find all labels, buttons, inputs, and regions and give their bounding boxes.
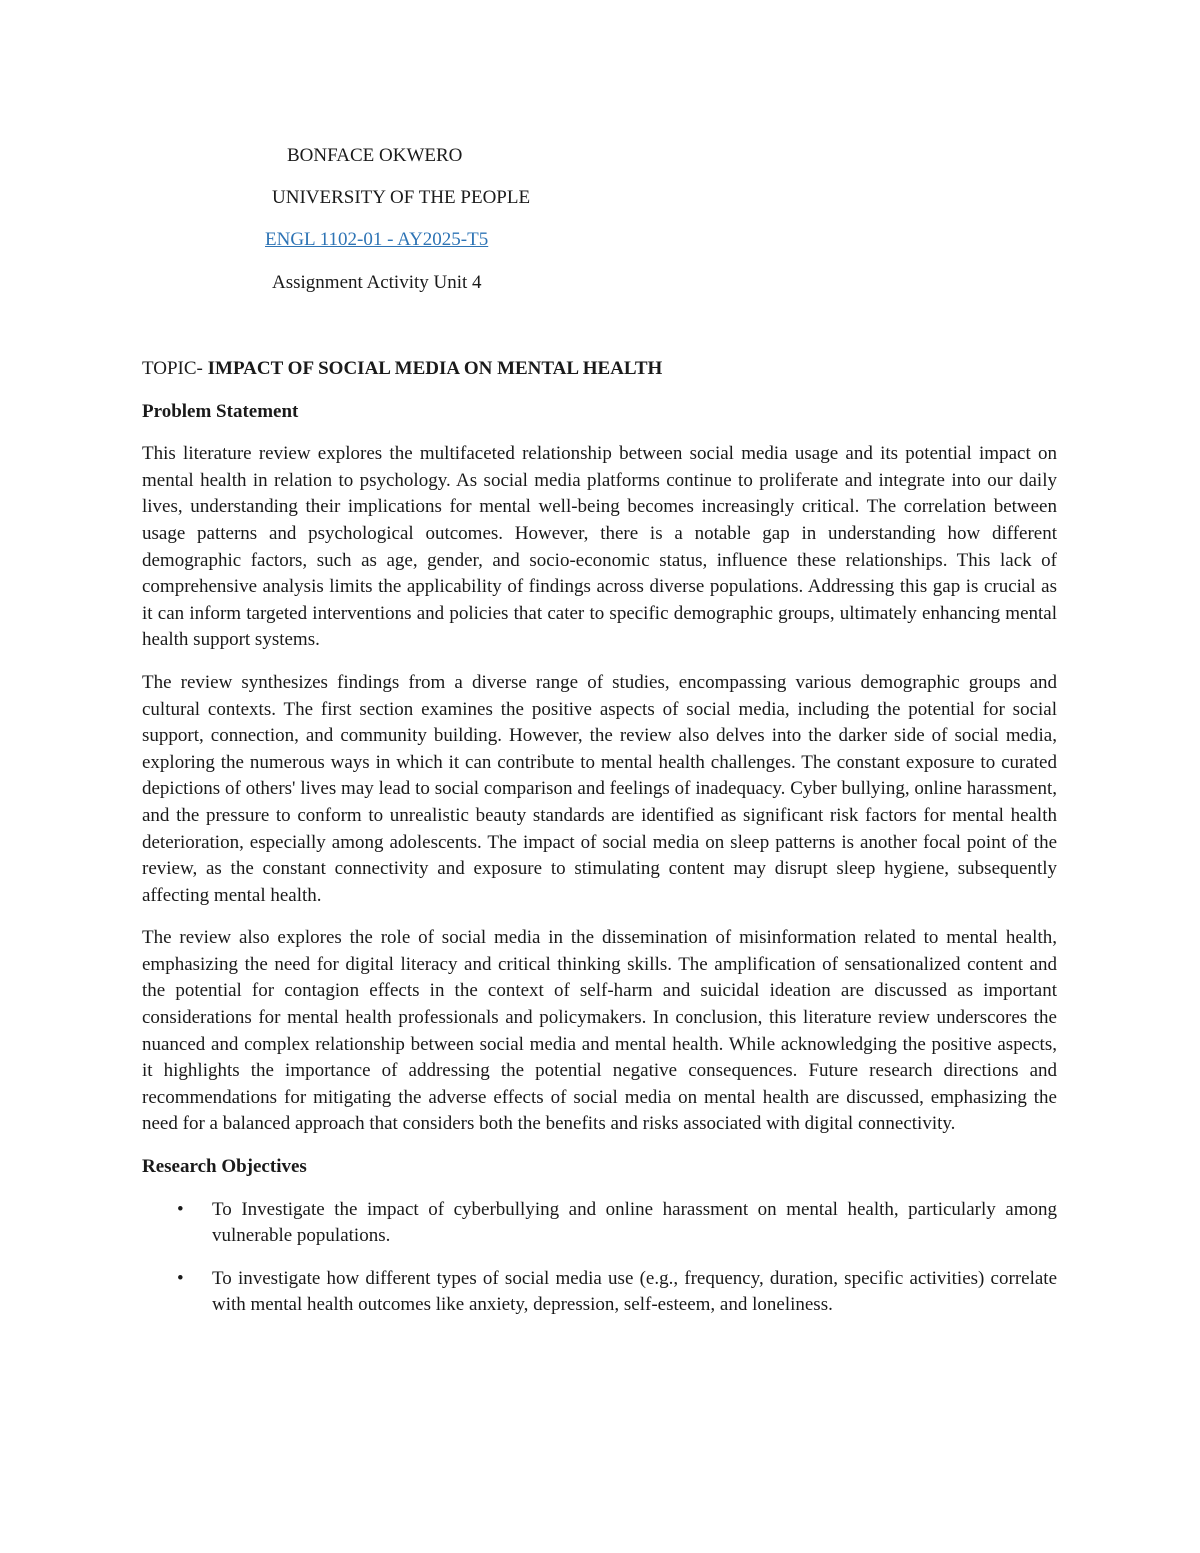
topic-title: IMPACT OF SOCIAL MEDIA ON MENTAL HEALTH — [207, 358, 663, 379]
document-body — [142, 356, 1057, 1335]
objectives-list — [142, 1197, 1057, 1319]
objective-text: To Investigate the impact of cyberbullying and online harassment on mental health, particularly among vulnerable populations. — [212, 1198, 1057, 1247]
paragraph-2: The review synthesizes findings from a diverse range of studies, encompassing various demographic groups and cultural contexts. The first section examines the positive aspects of social media, including the potential for social support, connection, and community building. However, the review also delves into the darker side of social media, exploring the numerous ways in which it can contribute to mental health challenges. The constant exposure to curated depictions of others' lives may lead to social comparison and feelings of inadequacy. Cyber bullying, online harassment, and the pressure to conform to unrealistic beauty standards are identified as significant risk factors for mental health deterioration, especially among adolescents. The impact of social media on sleep patterns is another focal point of the review, as the constant connectivity and exposure to stimulating content may disrupt sleep hygiene, subsequently affecting mental health. — [142, 671, 1057, 906]
problem-statement-heading: Problem Statement — [142, 400, 299, 422]
university-name: UNIVERSITY OF THE PEOPLE — [272, 187, 531, 208]
objective-text: To investigate how different types of social media use (e.g., frequency, duration, specific activities) correlate with mental health outcomes like anxiety, depression, self-esteem, and loneliness. — [212, 1267, 1057, 1316]
paragraph-3: The review also explores the role of social media in the dissemination of misinformation related to mental health, emphasizing the need for digital literacy and critical thinking skills. The amplification of sensationalized content and the potential for contagion effects in the context of self-harm and suicidal ideation are discussed as important considerations for mental health professionals and policymakers. In conclusion, this literature review underscores the nuanced and complex relationship between social media and mental health. While acknowledging the positive aspects, it highlights the importance of addressing the potential negative consequences. Future research directions and recommendations for mitigating the adverse effects of social media on mental health are discussed, emphasizing the need for a balanced approach that considers both the benefits and risks associated with digital connectivity. — [142, 927, 1057, 1135]
assignment-title: Assignment Activity Unit 4 — [272, 272, 482, 293]
paragraph-1: This literature review explores the multifaceted relationship between social media usage and its potential impact on mental health in relation to psychology. As social media platforms continue to proliferate and integrate into our daily lives, understanding their implications for mental well-being becomes increasingly critical. The correlation between usage patterns and psychological outcomes. However, there is a notable gap in understanding how different demographic factors, such as age, gender, and socio-economic status, influence these relationships. This lack of comprehensive analysis limits the applicability of findings across diverse populations. Addressing this gap is crucial as it can inform targeted interventions and policies that cater to specific demographic groups, ultimately enhancing mental health support systems. — [142, 443, 1057, 651]
list-item — [142, 1266, 1057, 1319]
bullet-icon: • — [177, 1198, 184, 1220]
list-item — [142, 1197, 1057, 1250]
course-link[interactable]: ENGL 1102-01 - AY2025-T5 — [265, 229, 489, 250]
topic-line — [142, 356, 1057, 383]
bullet-icon: • — [177, 1267, 184, 1289]
topic-prefix: TOPIC- — [142, 358, 208, 379]
research-objectives-heading: Research Objectives — [142, 1156, 307, 1178]
author-name: BONFACE OKWERO — [287, 145, 463, 166]
